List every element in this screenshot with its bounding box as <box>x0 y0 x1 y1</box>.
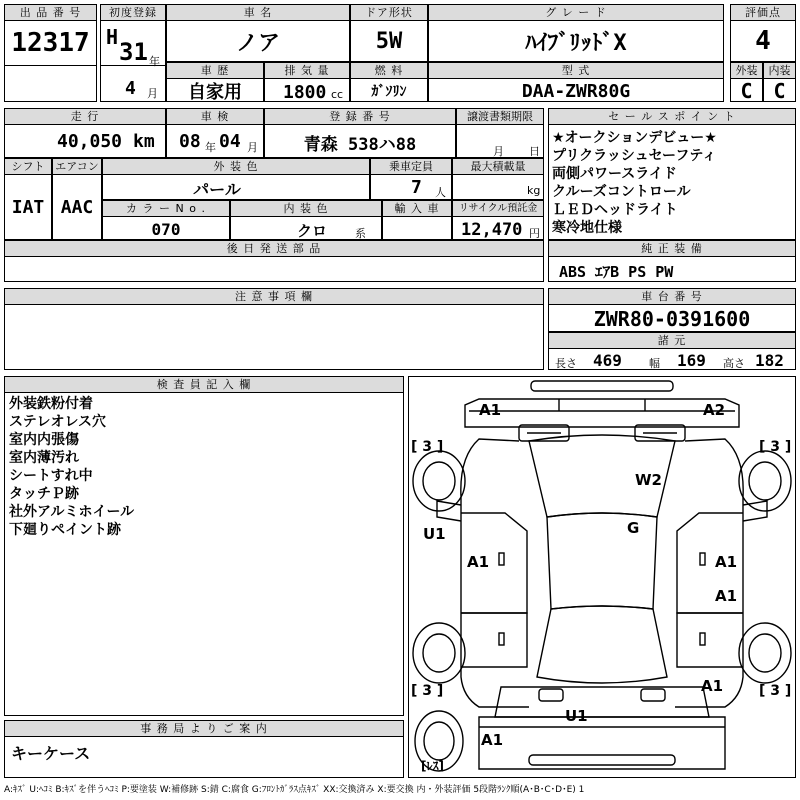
len-label: 長さ <box>555 357 577 370</box>
int-box <box>763 62 796 102</box>
int: C <box>773 79 786 103</box>
color-no-label: カ ラ ー N o . <box>103 201 229 217</box>
ac-box <box>52 158 102 240</box>
color: パール <box>193 179 241 199</box>
sales-points-box <box>548 108 796 240</box>
grade: ﾊｲﾌﾞﾘｯﾄﾞX <box>525 30 627 56</box>
history-label: 車 歴 <box>167 63 263 79</box>
spare-tire-label: [ﾚｽ] <box>421 759 444 773</box>
damage-mark: A1 <box>481 731 504 749</box>
chassis-number: ZWR80-0391600 <box>593 307 751 331</box>
disp: 1800 <box>283 82 327 103</box>
year-num: 31 <box>119 38 148 66</box>
legend: A:ｷｽﾞ U:ﾍｺﾐ B:ｷｽﾞを伴うﾍｺﾐ P:要塗装 W:補修跡 S:錆 C:腐食 G:ﾌﾛﾝﾄｶﾞﾗｽ点ｷｽﾞ XX:交換済み X:要交換 内・外装評価 5段階ﾗﾝｸ順(A･B･C･D･E) 1 <box>4 785 585 795</box>
score-label: 評価点 <box>731 5 795 21</box>
load-label: 最大積載量 <box>453 159 543 175</box>
disp-unit: cc <box>331 88 344 101</box>
first-reg-box <box>100 4 166 102</box>
mileage-unit: km <box>133 131 155 152</box>
damage-mark: A1 <box>715 587 738 605</box>
genuine-box <box>548 240 796 282</box>
disp-label: 排 気 量 <box>265 63 349 79</box>
ac-label: エアコン <box>53 159 101 175</box>
model-label: 型 式 <box>429 63 723 79</box>
car-name: ノア <box>235 30 280 56</box>
sales-point-item: クルーズコントロール <box>552 184 691 200</box>
fuel-label: 燃 料 <box>351 63 427 79</box>
first-reg-label: 初度登録 <box>101 5 165 21</box>
history: 自家用 <box>188 82 242 103</box>
ext-label: 外装 <box>731 63 762 79</box>
damage-mark: U1 <box>423 525 446 543</box>
tire-depth: [ 3 ] <box>759 439 792 455</box>
ac: AAC <box>60 196 94 218</box>
spec-box <box>548 332 796 370</box>
later-parts-label: 後 日 発 送 部 品 <box>5 241 543 257</box>
notes-label: 注 意 事 項 欄 <box>5 289 543 305</box>
office-box <box>4 720 404 778</box>
inspector-item: 外装鉄粉付着 <box>9 396 93 412</box>
score-box <box>730 4 796 62</box>
mileage-label: 走 行 <box>5 109 165 125</box>
grade-box <box>428 4 724 62</box>
grade-label: グ レ ー ド <box>429 5 723 21</box>
inspector-item: 室内薄汚れ <box>9 450 79 466</box>
inspector-item: シートすれ中 <box>9 468 93 484</box>
reg-label: 登 録 番 号 <box>265 109 455 125</box>
recycle: 12,470 <box>461 220 523 240</box>
tire-depth: [ 3 ] <box>411 683 444 699</box>
later-parts-box <box>4 240 544 282</box>
car-diagram <box>408 376 796 778</box>
damage-mark: A1 <box>701 677 724 695</box>
sales-point-item: 寒冷地仕様 <box>552 220 622 236</box>
reg-box <box>264 108 456 158</box>
inspection-box <box>166 108 264 158</box>
transfer-box <box>456 108 544 158</box>
damage-mark: A1 <box>715 553 738 571</box>
hei: 182 <box>755 351 784 370</box>
sales-points-label: セ ー ル ス ポ イ ン ト <box>549 109 795 125</box>
inspector-box <box>4 376 404 716</box>
damage-mark: W2 <box>635 471 662 489</box>
lot-label: 出 品 番 号 <box>5 5 96 21</box>
spec-label: 諸 元 <box>549 333 795 349</box>
notes-box <box>4 288 544 370</box>
tire-depth: [ 3 ] <box>411 439 444 455</box>
import-label: 輸 入 車 <box>383 201 451 217</box>
fuel: ｶﾞｿﾘﾝ <box>371 84 407 100</box>
door-box <box>350 4 428 62</box>
damage-mark: G <box>627 519 640 537</box>
capacity-unit: 人 <box>435 186 446 199</box>
ext-box <box>730 62 763 102</box>
int-label: 内装 <box>764 63 795 79</box>
mileage-box <box>4 108 166 158</box>
color-no-box <box>102 200 230 240</box>
era: H <box>106 25 119 49</box>
chassis-box <box>548 288 796 332</box>
hei-label: 高さ <box>723 357 745 370</box>
car-name-box <box>166 4 350 62</box>
damage-mark: A1 <box>467 553 490 571</box>
car-outline <box>409 377 795 777</box>
sales-point-item: ＬＥＤヘッドライト <box>552 202 678 218</box>
inspector-item: ステレオレス穴 <box>9 414 107 430</box>
model-box <box>428 62 724 102</box>
month-unit: 月 <box>147 87 158 100</box>
shift-box <box>4 158 52 240</box>
interior: クロ <box>297 222 328 240</box>
office-label: 事 務 局 よ り ご 案 内 <box>5 721 403 737</box>
shift-label: シフト <box>5 159 51 175</box>
year-unit: 年 <box>149 55 160 68</box>
damage-mark: U1 <box>565 707 588 725</box>
interior-label: 内 装 色 <box>231 201 381 217</box>
fuel-box <box>350 62 428 102</box>
lot-box <box>4 4 97 102</box>
capacity: 7 <box>411 177 422 198</box>
color-box <box>102 158 370 200</box>
insp-year-unit: 年 <box>205 141 216 154</box>
recycle-label: リサイクル預託金 <box>453 201 543 217</box>
capacity-box <box>370 158 452 200</box>
wid: 169 <box>677 351 706 370</box>
genuine-label: 純 正 装 備 <box>549 241 795 257</box>
history-box <box>166 62 264 102</box>
insp-month-unit: 月 <box>247 141 258 154</box>
reg: 青森 538ハ88 <box>303 134 417 155</box>
transfer-day: 日 <box>529 145 540 158</box>
inspection-label: 車 検 <box>167 109 263 125</box>
inspector-item: 下廻りペイント跡 <box>9 522 121 538</box>
sales-point-item: プリクラッシュセーフティ <box>552 148 717 164</box>
chassis-label: 車 台 番 号 <box>549 289 795 305</box>
damage-mark: A1 <box>479 401 502 419</box>
load-unit: kg <box>527 184 541 197</box>
inspector-item: タッチＰ跡 <box>9 486 79 502</box>
interior-box <box>230 200 382 240</box>
sales-point-item: 両側パワースライド <box>552 166 677 182</box>
recycle-box <box>452 200 544 240</box>
len: 469 <box>593 351 622 370</box>
wid-label: 幅 <box>649 357 660 370</box>
score: 4 <box>755 26 771 56</box>
import-box <box>382 200 452 240</box>
color-label: 外 装 色 <box>103 159 369 175</box>
color-no: 070 <box>151 219 181 239</box>
inspector-item: 社外アルミホイール <box>9 504 135 520</box>
insp-month: 04 <box>219 131 241 152</box>
model: DAA-ZWR80G <box>521 80 631 102</box>
inspector-item: 室内内張傷 <box>9 432 79 448</box>
month-num: 4 <box>125 78 136 99</box>
sales-point-item: ★オークションデビュー★ <box>552 130 717 146</box>
genuine-value: ABS ｴｱB PS PW <box>559 263 674 281</box>
ext: C <box>740 79 753 103</box>
door-label: ドア形状 <box>351 5 427 21</box>
mileage: 40,050 <box>57 131 123 152</box>
load-box <box>452 158 544 200</box>
transfer-month: 月 <box>493 145 504 158</box>
car-name-label: 車 名 <box>167 5 349 21</box>
capacity-label: 乗車定員 <box>371 159 451 175</box>
lot-number: 12317 <box>11 28 90 58</box>
tire-depth: [ 3 ] <box>759 683 792 699</box>
disp-box <box>264 62 350 102</box>
insp-year: 08 <box>179 131 201 152</box>
door: 5W <box>375 28 403 54</box>
damage-mark: A2 <box>703 401 726 419</box>
interior-unit: 系 <box>355 227 366 240</box>
office-value: キーケース <box>11 744 91 763</box>
transfer-label: 譲渡書類期限 <box>457 109 543 125</box>
shift: IAT <box>11 196 45 218</box>
inspector-label: 検 査 員 記 入 欄 <box>5 377 403 393</box>
recycle-unit: 円 <box>529 227 540 240</box>
